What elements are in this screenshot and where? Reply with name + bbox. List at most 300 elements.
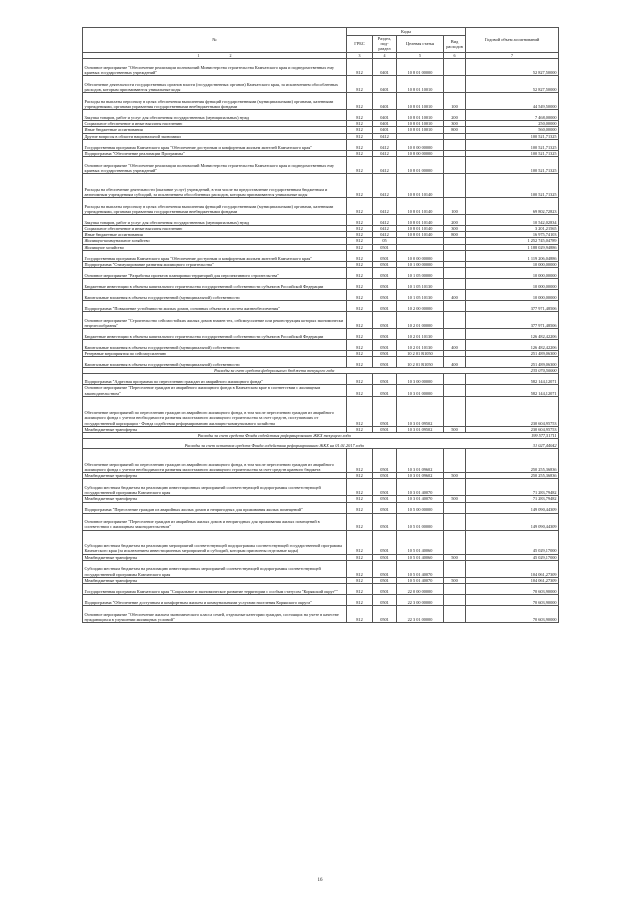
row-name: Основное мероприятие "Обеспечение реализации полномочий Министерства строительства Камчатского края и подведомственных ему краевых государственных учреждений": [83, 156, 347, 173]
row-razdel: 0501: [373, 267, 397, 278]
row-sum: 52 827,50000: [466, 76, 559, 93]
row-name: Государственная программа Камчатского края "Социальное и экономическое развитие территории с особым статусом "Корякский округ"": [83, 583, 347, 594]
header-annual: Годовой объем ассигнований: [466, 28, 559, 53]
table-row: [83, 197, 559, 214]
row-razdel: 0501: [373, 396, 397, 426]
header-razdel: Раздел, под-раздел: [373, 36, 397, 53]
row-sum: 582 144,12071: [466, 385, 559, 396]
row-tselevaya: 10 2 01 10130: [397, 339, 444, 350]
row-razdel: 0501: [373, 311, 397, 328]
row-razdel: 0501: [373, 530, 397, 554]
row-sum: 560,00000: [466, 127, 559, 133]
row-sum: 7 468,00000: [466, 110, 559, 121]
column-number: 4: [373, 52, 397, 59]
row-grbs: 812: [347, 449, 373, 473]
table-row: [83, 449, 559, 473]
table-row: [83, 214, 559, 225]
row-grbs: 812: [347, 133, 373, 139]
row-sum: 10 542,02834: [466, 214, 559, 225]
row-grbs: 812: [347, 127, 373, 133]
row-tselevaya: 10 1 05 10130: [397, 289, 444, 300]
row-tselevaya: 10 2 00 00000: [397, 300, 444, 311]
row-tselevaya: 22 0 00 00000: [397, 583, 444, 594]
row-name: Подпрограмма "Адресная программа по переселению граждан из аварийного жилищного фонда": [83, 374, 347, 385]
row-name: Межбюджетные трансферты: [83, 554, 347, 560]
row-razdel: 0401: [373, 76, 397, 93]
row-grbs: 812: [347, 479, 373, 496]
row-sum: 70 603,90000: [466, 605, 559, 622]
row-tselevaya: 10 8 01 10140: [397, 197, 444, 214]
row-name: Основное мероприятие "Обеспечение реализации полномочий Министерства строительства Камчатского края и подведомственных ему краевых государственных учреждений": [83, 59, 347, 76]
row-razdel: 0401: [373, 59, 397, 76]
row-razdel: 0501: [373, 513, 397, 530]
row-name: Подпрограмма "Обеспечение доступным и комфортным жильем и коммунальными услугами населения Корякского округа": [83, 594, 347, 605]
row-razdel: 0412: [373, 214, 397, 225]
row-vid: [444, 530, 466, 554]
table-row: [83, 374, 559, 385]
row-vid: [444, 385, 466, 396]
row-razdel: 0501: [373, 473, 397, 479]
row-sum: 1 119 206,04886: [466, 250, 559, 261]
row-grbs: 812: [347, 583, 373, 594]
row-tselevaya: 10 3 01 40070: [397, 479, 444, 496]
row-razdel: 0412: [373, 156, 397, 173]
table-row: [83, 59, 559, 76]
row-name: Социальное обеспечение и иные выплаты населению: [83, 225, 347, 231]
table-row: [83, 513, 559, 530]
row-name: Жилищно-коммунальное хозяйство: [83, 238, 347, 244]
row-tselevaya: 10 8 01 00000: [397, 156, 444, 173]
table-row: [83, 605, 559, 622]
row-tselevaya: 10 3 01 09602: [397, 449, 444, 473]
row-grbs: 812: [347, 93, 373, 110]
note-text: Расходы за счет остатков средств Фонда содействия реформированию ЖКХ на 01.01.2017 года: [83, 439, 466, 449]
row-razdel: 0501: [373, 426, 397, 432]
row-vid: 400: [444, 339, 466, 350]
row-sum: 100 521,71325: [466, 173, 559, 197]
row-razdel: 0501: [373, 502, 397, 513]
row-razdel: 0412: [373, 232, 397, 238]
row-sum: 100 521,71325: [466, 156, 559, 173]
row-vid: [444, 583, 466, 594]
row-vid: [444, 449, 466, 473]
row-sum: 44 549,50000: [466, 93, 559, 110]
row-tselevaya: 10 2 01 R1050: [397, 350, 444, 356]
row-name: Расходы на выплаты персоналу в целях обеспечения выполнения функций государственными (муниципальными) органами, казенными учреждениями, органами управления государственными внебюджетными фондами: [83, 197, 347, 214]
row-name: Субсидии местным бюджетам на реализацию инвестиционных мероприятий соответствующей подпрограммы соответствующей государственной программы Камчатского края: [83, 560, 347, 577]
table-row: [83, 311, 559, 328]
row-tselevaya: 10 1 05 10130: [397, 278, 444, 289]
row-sum: 71 283,79482: [466, 496, 559, 502]
row-grbs: 812: [347, 250, 373, 261]
row-razdel: 0501: [373, 479, 397, 496]
row-tselevaya: 10 5 01 40060: [397, 530, 444, 554]
row-grbs: 812: [347, 311, 373, 328]
row-grbs: 812: [347, 530, 373, 554]
table-row: [83, 156, 559, 173]
row-tselevaya: 10 3 01 09502: [397, 396, 444, 426]
row-grbs: 812: [347, 110, 373, 121]
document-page: [82, 27, 558, 623]
row-name: Закупка товаров, работ и услуг для обеспечения государственных (муниципальных) нужд: [83, 214, 347, 225]
row-vid: 400: [444, 289, 466, 300]
row-tselevaya: 10 8 01 10140: [397, 232, 444, 238]
row-grbs: 812: [347, 232, 373, 238]
row-sum: 377 971,48506: [466, 311, 559, 328]
row-razdel: 0501: [373, 577, 397, 583]
row-vid: 800: [444, 232, 466, 238]
row-vid: [444, 156, 466, 173]
row-vid: 500: [444, 577, 466, 583]
row-sum: 70 603,90000: [466, 594, 559, 605]
row-sum: 251 489,06300: [466, 357, 559, 368]
row-grbs: 812: [347, 560, 373, 577]
row-name: Основное мероприятие "Переселение граждан из аварийного жилищного фонда в Камчатском крае в соответствии с жилищным законодательством": [83, 385, 347, 396]
row-tselevaya: 10 3 01 40070: [397, 496, 444, 502]
row-grbs: 812: [347, 605, 373, 622]
table-row: [83, 502, 559, 513]
row-tselevaya: 10 5 00 00000: [397, 502, 444, 513]
row-grbs: 812: [347, 339, 373, 350]
row-tselevaya: 10 8 01 10010: [397, 110, 444, 121]
row-tselevaya: 10 1 05 00000: [397, 267, 444, 278]
row-name: Подпрограмма "Повышение устойчивости жилых домов, основных объектов и систем жизнеобеспечения": [83, 300, 347, 311]
row-grbs: 812: [347, 350, 373, 356]
row-grbs: 812: [347, 289, 373, 300]
row-tselevaya: 10 5 01 40060: [397, 554, 444, 560]
row-name: Подпрограмма "Обеспечение реализации Программы": [83, 150, 347, 156]
row-name: Обеспечение мероприятий по переселению граждан из аварийного жилищного фонда, в том числе переселению граждан из аварийного жилищного фонда с учетом необходимости развития малоэтажного жилищного строительства за счет средств краевого бюджета: [83, 449, 347, 473]
row-vid: [444, 594, 466, 605]
row-grbs: 812: [347, 396, 373, 426]
table-row: [83, 396, 559, 426]
row-sum: 1 188 029,94886: [466, 244, 559, 250]
row-razdel: 0501: [373, 350, 397, 356]
row-name: Жилищное хозяйство: [83, 244, 347, 250]
row-name: Субсидии местным бюджетам на реализацию инвестиционных мероприятий соответствующей подпрограммы соответствующей государственной программы Камчатского края: [83, 479, 347, 496]
row-grbs: 812: [347, 173, 373, 197]
row-tselevaya: 10 8 00 00000: [397, 150, 444, 156]
column-number: 6: [444, 52, 466, 59]
row-name: Капитальные вложения в объекты государственной (муниципальной) собственности: [83, 339, 347, 350]
row-tselevaya: 10 3 00 00000: [397, 374, 444, 385]
table-row: [83, 339, 559, 350]
row-tselevaya: 22 3 00 00000: [397, 594, 444, 605]
note-sum: 31 027,44042: [466, 439, 559, 449]
row-grbs: 812: [347, 225, 373, 231]
row-razdel: 0501: [373, 261, 397, 267]
row-vid: [444, 300, 466, 311]
row-name: Расходы на обеспечение деятельности (оказание услуг) учреждений, в том числе на предоставление государственным бюджетным и автономным учреждениям субсидий, за исключением обособленных расходов, которым присваиваются уникальные коды: [83, 173, 347, 197]
row-name: Государственная программа Камчатского края "Обеспечение доступным и комфортным жильем жителей Камчатского края": [83, 250, 347, 261]
row-vid: [444, 396, 466, 426]
row-tselevaya: 10 3 01 00000: [397, 385, 444, 396]
row-grbs: 812: [347, 374, 373, 385]
row-tselevaya: 22 3 01 00000: [397, 605, 444, 622]
row-razdel: 0412: [373, 225, 397, 231]
table-body: [83, 59, 559, 623]
row-tselevaya: 10 8 01 10140: [397, 225, 444, 231]
row-name: Основное мероприятие "Переселение граждан из аварийных жилых домов и непригодных для проживания жилых помещений в соответствии с жилищным законодательством": [83, 513, 347, 530]
row-name: Подпрограмма "Переселение граждан из аварийных жилых домов и непригодных для проживания жилых помещений": [83, 502, 347, 513]
header-grbs: ГРБС: [347, 36, 373, 53]
row-razdel: 0501: [373, 278, 397, 289]
row-sum: 149 090,44309: [466, 502, 559, 513]
note-sum: 235 070,50000: [466, 368, 559, 374]
row-sum: 126 482,42206: [466, 328, 559, 339]
row-razdel: 0501: [373, 594, 397, 605]
row-razdel: 0401: [373, 127, 397, 133]
row-grbs: 812: [347, 385, 373, 396]
row-vid: 500: [444, 426, 466, 432]
note-row: [83, 439, 559, 449]
row-vid: [444, 250, 466, 261]
row-vid: [444, 278, 466, 289]
row-sum: 149 090,44309: [466, 513, 559, 530]
row-tselevaya: 10 0 00 00000: [397, 250, 444, 261]
row-grbs: 812: [347, 357, 373, 368]
row-tselevaya: 10 8 01 10140: [397, 173, 444, 197]
row-grbs: 812: [347, 426, 373, 432]
row-tselevaya: 10 5 01 40070: [397, 560, 444, 577]
row-sum: 69 802,72823: [466, 197, 559, 214]
row-grbs: 812: [347, 502, 373, 513]
row-vid: 100: [444, 93, 466, 110]
row-vid: [444, 374, 466, 385]
table-row: [83, 139, 559, 150]
row-tselevaya: 10 8 01 10010: [397, 121, 444, 127]
row-sum: 45 029,17000: [466, 554, 559, 560]
note-sum: 199 577,51711: [466, 432, 559, 438]
row-razdel: 0412: [373, 133, 397, 139]
row-sum: 100 521,71325: [466, 139, 559, 150]
row-grbs: 812: [347, 139, 373, 150]
row-grbs: 812: [347, 76, 373, 93]
row-vid: 400: [444, 357, 466, 368]
row-vid: [444, 139, 466, 150]
row-vid: [444, 479, 466, 496]
row-name: Бюджетные инвестиции в объекты капитального строительства государственной собственности субъектов Российской Федерации: [83, 278, 347, 289]
row-sum: 70 603,90000: [466, 583, 559, 594]
budget-table: [82, 27, 559, 623]
row-vid: 200: [444, 110, 466, 121]
row-grbs: 812: [347, 554, 373, 560]
table-row: [83, 173, 559, 197]
row-sum: 10 000,00000: [466, 289, 559, 300]
row-razdel: 0501: [373, 300, 397, 311]
row-razdel: 0501: [373, 449, 397, 473]
row-razdel: 0501: [373, 289, 397, 300]
row-name: Обеспечение деятельности государственных органов власти (государственных органов) Камчатского края, за исключением обособленных расходов, которым присваиваются уникальные коды: [83, 76, 347, 93]
row-grbs: 812: [347, 59, 373, 76]
row-razdel: 0412: [373, 150, 397, 156]
row-vid: [444, 173, 466, 197]
row-grbs: 812: [347, 496, 373, 502]
row-razdel: 0401: [373, 110, 397, 121]
row-tselevaya: 10 8 01 10140: [397, 214, 444, 225]
row-grbs: 812: [347, 244, 373, 250]
row-razdel: 0401: [373, 121, 397, 127]
row-razdel: 0501: [373, 250, 397, 261]
table-row: [83, 250, 559, 261]
column-number: 3: [347, 52, 373, 59]
row-tselevaya: 10 2 01 00000: [397, 311, 444, 328]
row-sum: 100 521,71325: [466, 133, 559, 139]
row-razdel: 0501: [373, 583, 397, 594]
row-tselevaya: 10 8 01 10010: [397, 76, 444, 93]
row-name: Государственная программа Камчатского края "Обеспечение доступным и комфортным жильем жителей Камчатского края": [83, 139, 347, 150]
row-sum: 10 000,00000: [466, 267, 559, 278]
row-name: Другие вопросы в области национальной экономики: [83, 133, 347, 139]
row-grbs: 812: [347, 214, 373, 225]
row-name: Социальное обеспечение и иные выплаты населению: [83, 121, 347, 127]
row-razdel: 05: [373, 238, 397, 244]
row-name: Капитальные вложения в объекты государственной (муниципальной) собственности: [83, 357, 347, 368]
row-name: Основное мероприятие "Разработка проектов планировки территорий для перспективного строительства": [83, 267, 347, 278]
row-vid: [444, 605, 466, 622]
table-row: [83, 289, 559, 300]
row-razdel: 0501: [373, 339, 397, 350]
row-vid: 500: [444, 496, 466, 502]
row-razdel: 0501: [373, 560, 397, 577]
row-vid: 500: [444, 473, 466, 479]
row-razdel: 0501: [373, 244, 397, 250]
row-vid: [444, 328, 466, 339]
row-tselevaya: 10 8 01 10010: [397, 93, 444, 110]
row-sum: 10 000,00000: [466, 261, 559, 267]
column-number: 5: [397, 52, 444, 59]
row-name: Межбюджетные трансферты: [83, 577, 347, 583]
row-name: Субсидии местным бюджетам на реализацию мероприятий соответствующей подпрограммы соответствующей государственной программы Камчатского края (за исключением инвестиционных мероприятий и субсидий, которым присвоены отдельные коды): [83, 530, 347, 554]
row-name: Основное мероприятие "Строительство сейсмостойких жилых домов взамен тех, сейсмоусиление или реконструкция которых экономически нецелесообразны": [83, 311, 347, 328]
row-grbs: 812: [347, 238, 373, 244]
row-grbs: 812: [347, 197, 373, 214]
row-sum: 377 971,48506: [466, 300, 559, 311]
row-sum: 71 283,79482: [466, 479, 559, 496]
row-razdel: 0501: [373, 554, 397, 560]
row-tselevaya: 10 3 01 09602: [397, 473, 444, 479]
row-grbs: 812: [347, 261, 373, 267]
row-vid: [444, 59, 466, 76]
column-number: 7: [466, 52, 559, 59]
row-razdel: 0501: [373, 328, 397, 339]
header-tselevaya: Целевая статья: [397, 36, 444, 53]
row-grbs: 812: [347, 594, 373, 605]
row-name: Основное мероприятие "Обеспечение жильем экономического класса семей, отдельные категории граждан, состоящих на учете в качестве нуждающихся в улучшении жилищных условий": [83, 605, 347, 622]
note-text: Расходы за счет средств Фонда содействия реформированию ЖКХ текущего года: [83, 432, 466, 438]
table-row: [83, 479, 559, 496]
table-row: [83, 300, 559, 311]
row-grbs: 812: [347, 156, 373, 173]
row-tselevaya: 10 2 01 10130: [397, 328, 444, 339]
row-razdel: 0501: [373, 385, 397, 396]
row-name: Резервные мероприятия по сейсмоусилению: [83, 350, 347, 356]
row-vid: 800: [444, 127, 466, 133]
header-vid: Вид расходов: [444, 36, 466, 53]
row-tselevaya: 10 8 01 10010: [397, 127, 444, 133]
row-grbs: 812: [347, 513, 373, 530]
row-grbs: 812: [347, 300, 373, 311]
row-vid: 300: [444, 225, 466, 231]
row-sum: 126 482,42206: [466, 339, 559, 350]
row-sum: 230 604,95753: [466, 426, 559, 432]
row-vid: [444, 76, 466, 93]
row-sum: 250 255,36836: [466, 449, 559, 473]
row-tselevaya: 10 5 01 40070: [397, 577, 444, 583]
row-sum: 251 489,06300: [466, 350, 559, 356]
row-name: Иные бюджетные ассигнования: [83, 232, 347, 238]
row-tselevaya: 10 0 00 00000: [397, 139, 444, 150]
row-sum: 1 252 745,04789: [466, 238, 559, 244]
row-grbs: 812: [347, 473, 373, 479]
column-number: 1 2: [83, 52, 347, 59]
row-sum: 104 061,27309: [466, 560, 559, 577]
row-tselevaya: 10 8 01 00000: [397, 59, 444, 76]
row-grbs: 812: [347, 577, 373, 583]
row-grbs: 812: [347, 267, 373, 278]
table-row: [83, 594, 559, 605]
row-tselevaya: 10 5 01 00000: [397, 513, 444, 530]
header-codes: Коды: [347, 28, 466, 36]
row-sum: 104 061,27309: [466, 577, 559, 583]
row-vid: 500: [444, 554, 466, 560]
row-vid: [444, 560, 466, 577]
row-sum: 250 255,36836: [466, 473, 559, 479]
row-sum: 230 604,95753: [466, 396, 559, 426]
table-row: [83, 110, 559, 121]
row-name: Закупка товаров, работ и услуг для обеспечения государственных (муниципальных) нужд: [83, 110, 347, 121]
row-razdel: 0501: [373, 496, 397, 502]
row-sum: 250,00000: [466, 121, 559, 127]
row-razdel: 0501: [373, 605, 397, 622]
page-number: 16: [317, 878, 323, 883]
table-row: [83, 583, 559, 594]
row-sum: 16 975,74103: [466, 232, 559, 238]
table-row: [83, 278, 559, 289]
row-name: Межбюджетные трансферты: [83, 473, 347, 479]
row-sum: 45 029,17000: [466, 530, 559, 554]
table-row: [83, 93, 559, 110]
row-grbs: 812: [347, 328, 373, 339]
note-text: Расходы за счет средств федерального бюджета текущего года: [83, 368, 466, 374]
row-name: Межбюджетные трансферты: [83, 426, 347, 432]
row-vid: [444, 513, 466, 530]
row-tselevaya: 10 2 01 R1050: [397, 357, 444, 368]
row-name: Бюджетные инвестиции в объекты капитального строительства государственной собственности субъектов Российской Федерации: [83, 328, 347, 339]
row-vid: 200: [444, 214, 466, 225]
row-sum: 100 521,71325: [466, 150, 559, 156]
table-row: [83, 560, 559, 577]
row-sum: 3 201,21565: [466, 225, 559, 231]
row-name: Подпрограмма "Стимулирование развития жилищного строительства": [83, 261, 347, 267]
row-razdel: 0501: [373, 357, 397, 368]
row-vid: 300: [444, 121, 466, 127]
row-razdel: 0501: [373, 374, 397, 385]
row-vid: [444, 267, 466, 278]
row-razdel: 0412: [373, 173, 397, 197]
row-name: Обеспечение мероприятий по переселению граждан из аварийного жилищного фонда, в том числе переселению граждан из аварийного жилищного фонда с учетом необходимости развития малоэтажного жилищного строительства за счет средств, поступивших от государственной корпорации - Фонда содействия реформированию жилищно-коммунального хозяйства: [83, 396, 347, 426]
row-grbs: 812: [347, 150, 373, 156]
header-num: №: [83, 28, 347, 53]
row-name: Расходы на выплаты персоналу в целях обеспечения выполнения функций государственными (муниципальными) органами, казенными учреждениями, органами управления государственными внебюджетными фондами: [83, 93, 347, 110]
table-row: [83, 76, 559, 93]
row-grbs: 812: [347, 278, 373, 289]
row-vid: [444, 502, 466, 513]
row-vid: [444, 311, 466, 328]
table-row: [83, 530, 559, 554]
row-razdel: 0412: [373, 139, 397, 150]
row-razdel: 0401: [373, 93, 397, 110]
